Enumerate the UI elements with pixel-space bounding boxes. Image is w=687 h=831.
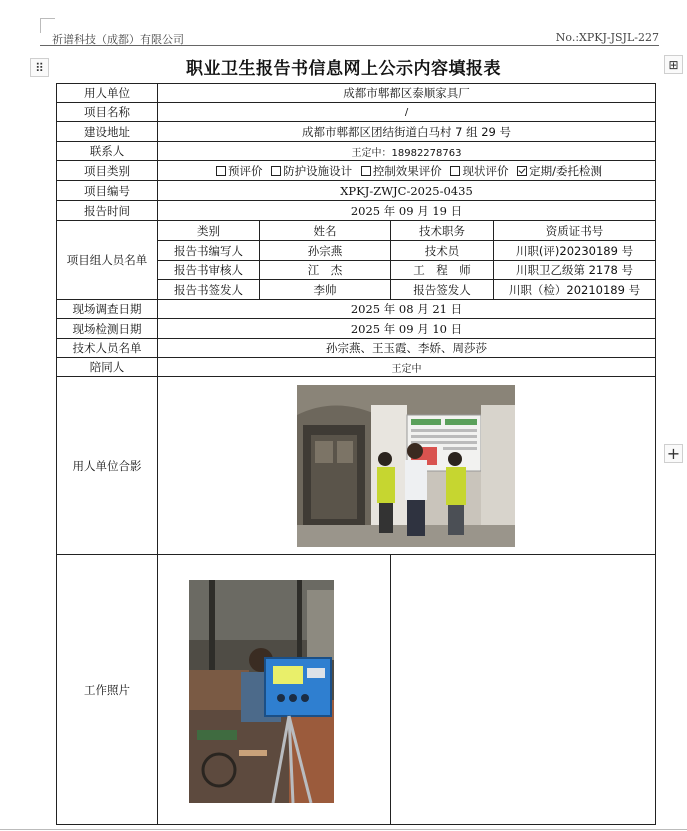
survey-date-value[interactable]: 2025 年 08 月 21 日 xyxy=(158,300,656,319)
checkbox-icon[interactable] xyxy=(216,166,226,176)
technicians-value[interactable]: 孙宗燕、王玉霞、李娇、周莎莎 xyxy=(158,339,656,358)
team-role: 报告书签发人 xyxy=(158,280,260,300)
survey-date-label: 现场调查日期 xyxy=(57,300,158,319)
category-option[interactable] xyxy=(445,164,508,178)
report-time-value[interactable]: 2025 年 09 月 19 日 xyxy=(158,201,656,221)
project-no-label: 项目编号 xyxy=(57,181,158,201)
test-date-value[interactable]: 2025 年 09 月 10 日 xyxy=(158,319,656,339)
header-divider xyxy=(40,45,659,46)
page-bottom-edge xyxy=(0,829,687,830)
team-header-category: 类别 xyxy=(158,221,260,241)
employer-value[interactable]: 成都市郫都区泰顺家具厂 xyxy=(158,84,656,103)
category-option[interactable] xyxy=(266,164,352,178)
category-option-label: 预评价 xyxy=(228,163,263,178)
work-photo-label: 工作照片 xyxy=(57,555,158,825)
category-option-label: 防护设施设计 xyxy=(283,163,353,178)
address-value[interactable]: 成都市郫都区团结街道白马村 7 组 29 号 xyxy=(158,122,656,142)
work-photo-image xyxy=(189,580,334,803)
project-name-value[interactable]: / xyxy=(158,103,656,122)
checkbox-icon[interactable] xyxy=(450,166,460,176)
escort-label: 陪同人 xyxy=(57,358,158,377)
document-title: 职业卫生报告书信息网上公示内容填报表 xyxy=(186,59,501,79)
plus-icon[interactable]: + xyxy=(664,444,683,463)
employer-label: 用人单位 xyxy=(57,84,158,103)
team-label: 项目组人员名单 xyxy=(57,221,158,300)
category-option-label: 现状评价 xyxy=(462,163,509,178)
category-options xyxy=(158,161,656,181)
team-name[interactable]: 孙宗燕 xyxy=(260,241,391,261)
team-role: 报告书编写人 xyxy=(158,241,260,261)
team-name[interactable]: 李帅 xyxy=(260,280,391,300)
drag-handle-icon[interactable]: ⠿ xyxy=(30,58,49,77)
team-cert[interactable]: 川职（检）20210189 号 xyxy=(494,280,656,300)
work-photo[interactable] xyxy=(189,580,334,803)
group-photo[interactable] xyxy=(297,385,515,547)
category-option-label: 定期/委托检测 xyxy=(529,163,602,178)
team-header-cert: 资质证书号 xyxy=(494,221,656,241)
team-role: 报告书审核人 xyxy=(158,261,260,280)
team-header-title: 技术职务 xyxy=(391,221,494,241)
checkbox-icon[interactable] xyxy=(361,166,371,176)
project-name-label: 项目名称 xyxy=(57,103,158,122)
team-title[interactable]: 技术员 xyxy=(391,241,494,261)
group-photo-label: 用人单位合影 xyxy=(57,377,158,555)
work-photo-cell-empty[interactable] xyxy=(391,555,656,825)
category-label: 项目类别 xyxy=(57,161,158,181)
layout-icon[interactable]: ⊞ xyxy=(664,55,683,74)
header-company: 祈谱科技（成都）有限公司 xyxy=(52,33,184,46)
category-option[interactable] xyxy=(211,164,263,178)
checked-checkbox-icon[interactable] xyxy=(517,166,527,176)
team-cert[interactable]: 川职(评)20230189 号 xyxy=(494,241,656,261)
team-title[interactable]: 工 程 师 xyxy=(391,261,494,280)
team-name[interactable]: 江 杰 xyxy=(260,261,391,280)
checkbox-icon[interactable] xyxy=(271,166,281,176)
contact-value[interactable]: 王定中：18982278763 xyxy=(158,142,656,161)
test-date-label: 现场检测日期 xyxy=(57,319,158,339)
address-label: 建设地址 xyxy=(57,122,158,142)
team-cert[interactable]: 川职卫乙级第 2178 号 xyxy=(494,261,656,280)
category-option[interactable] xyxy=(512,164,602,178)
category-option-label: 控制效果评价 xyxy=(372,163,442,178)
contact-label: 联系人 xyxy=(57,142,158,161)
group-photo-image xyxy=(297,385,515,547)
team-title[interactable]: 报告签发人 xyxy=(391,280,494,300)
escort-value[interactable]: 王定中 xyxy=(158,358,656,377)
category-option[interactable] xyxy=(356,164,442,178)
technicians-label: 技术人员名单 xyxy=(57,339,158,358)
team-header-name: 姓名 xyxy=(260,221,391,241)
report-time-label: 报告时间 xyxy=(57,201,158,221)
header-doc-number: No.:XPKJ-JSJL-227 xyxy=(555,31,659,44)
project-no-value[interactable]: XPKJ-ZWJC-2025-0435 xyxy=(158,181,656,201)
